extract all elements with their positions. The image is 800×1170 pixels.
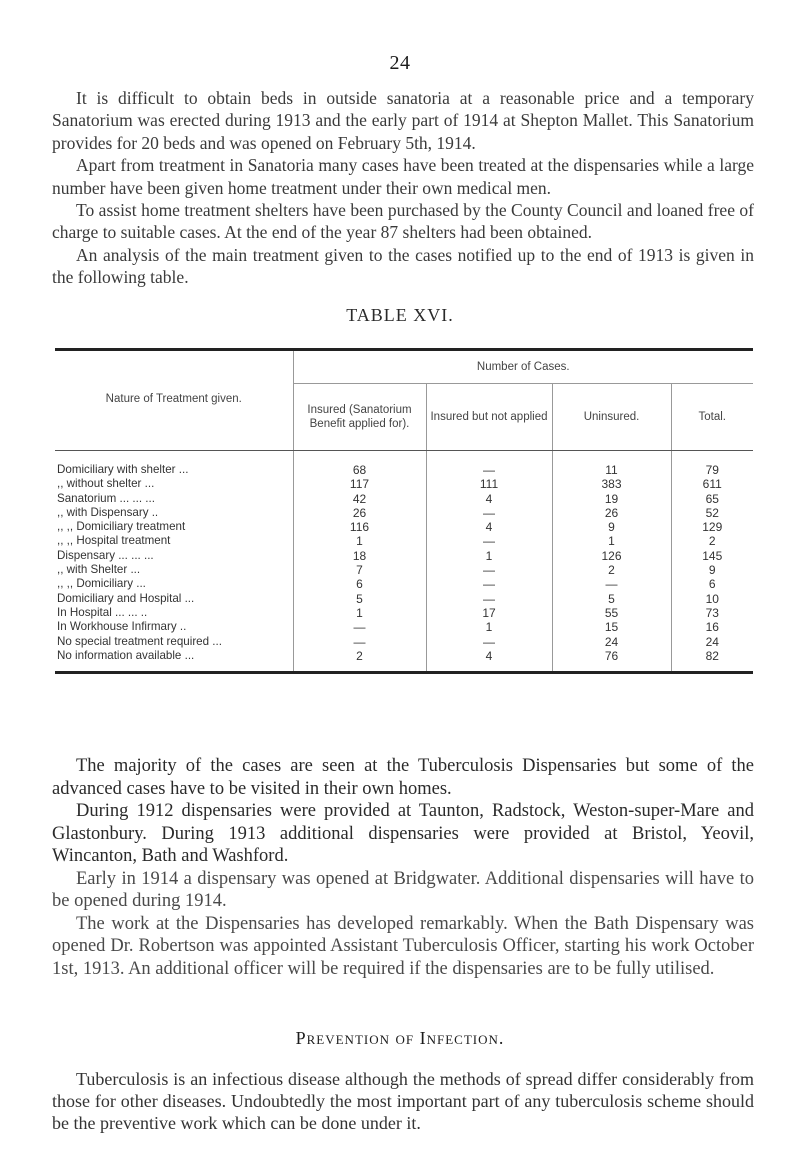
table-row (55, 577, 753, 591)
cell-insured-not-applied: — (426, 506, 552, 520)
cell-insured-not-applied: 1 (426, 620, 552, 634)
table-row (55, 592, 753, 606)
cell-total: 16 (705, 620, 719, 635)
intro-text (52, 87, 754, 289)
cell-total: 2 (708, 534, 716, 549)
cell-uninsured: 9 (552, 520, 671, 534)
cell-total: 145 (702, 548, 723, 563)
cell-uninsured: 5 (552, 592, 671, 606)
row-label: Sanatorium ... ... ... (55, 492, 293, 506)
row-label: Domiciliary and Hospital ... (55, 592, 293, 606)
cell-total: 611 (702, 477, 722, 492)
cell-insured-not-applied: — (426, 635, 552, 649)
cell-uninsured: — (552, 577, 671, 591)
cell-total: 6 (708, 577, 716, 592)
cell-uninsured: 76 (552, 649, 671, 671)
cell-insured-applied: 116 (293, 520, 426, 534)
column-header-uninsured: Uninsured. (552, 384, 671, 451)
table-row (55, 649, 753, 671)
table-row (55, 506, 753, 520)
table-row (55, 606, 753, 620)
cell-total: 52 (705, 505, 719, 520)
row-header: Nature of Treatment given. (55, 351, 293, 451)
cell-insured-applied: — (293, 635, 426, 649)
cell-total: 65 (705, 491, 719, 506)
row-label: ,, with Dispensary .. (55, 506, 293, 520)
cell-uninsured: 19 (552, 492, 671, 506)
table-row (55, 534, 753, 548)
table-row (55, 563, 753, 577)
column-header-total: Total. (671, 384, 753, 451)
body-paragraph: The majority of the cases are seen at the Tuberculosis Dispensaries but some of the advanced cases have to be visited in their own homes. (52, 756, 754, 799)
row-label: ,, ,, Domiciliary ... (55, 577, 293, 591)
intro-paragraph: To assist home treatment shelters have been purchased by the County Council and loaned free of charge to suitable cases. At the end of the year 87 shelters had been obtained. (52, 200, 754, 243)
cell-insured-not-applied: — (426, 451, 552, 478)
table-row (55, 549, 753, 563)
cell-insured-not-applied: 4 (426, 649, 552, 671)
group-header: Number of Cases. (293, 351, 753, 384)
cell-insured-not-applied: — (426, 563, 552, 577)
cell-uninsured: 15 (552, 620, 671, 634)
cell-uninsured: 2 (552, 563, 671, 577)
row-label: In Workhouse Infirmary .. (55, 620, 293, 634)
row-label: ,, with Shelter ... (55, 563, 293, 577)
cell-insured-not-applied: — (426, 534, 552, 548)
page-number: 24 (389, 52, 411, 74)
cell-insured-not-applied: 17 (426, 606, 552, 620)
column-header-insured-not-applied: Insured but not applied (426, 384, 552, 451)
column-header-insured-applied: Insured (Sanatorium Benefit applied for). (293, 384, 426, 451)
table-row (55, 492, 753, 506)
cell-insured-not-applied: 111 (426, 477, 552, 491)
table-row (55, 451, 753, 478)
row-label: ,, ,, Hospital treatment (55, 534, 293, 548)
cell-total: 24 (705, 634, 719, 649)
row-label: Domiciliary with shelter ... (55, 451, 293, 478)
cell-insured-not-applied: — (426, 577, 552, 591)
cell-uninsured: 26 (552, 506, 671, 520)
treatment-table (55, 348, 753, 674)
table-row (55, 477, 753, 491)
cell-insured-applied: — (293, 620, 426, 634)
cell-total: 79 (705, 463, 719, 477)
cell-insured-not-applied: — (426, 592, 552, 606)
table-row (55, 635, 753, 649)
cell-insured-applied: 1 (293, 534, 426, 548)
body-paragraph: During 1912 dispensaries were provided at Taunton, Radstock, Weston-super-Mare and Glastonbury. During 1913 additional dispensaries were provided at Bristol, Yeovil, Wincanton, Bath and Washford. (52, 801, 754, 866)
row-label: No special treatment required ... (55, 635, 293, 649)
body-paragraph: Early in 1914 a dispensary was opened at Bridgwater. Additional dispensaries will have to be opened during 1914. (52, 868, 754, 911)
row-label: Dispensary ... ... ... (55, 549, 293, 563)
cell-insured-applied: 1 (293, 606, 426, 620)
intro-paragraph: An analysis of the main treatment given to the cases notified up to the end of 1913 is given in the following table. (52, 244, 754, 288)
cell-insured-not-applied: 1 (426, 549, 552, 563)
cell-uninsured: 383 (552, 477, 671, 491)
cell-total: 129 (702, 520, 723, 535)
cell-uninsured: 126 (552, 549, 671, 563)
cell-total: 10 (705, 591, 719, 606)
cell-insured-applied: 26 (293, 506, 426, 520)
cell-insured-applied: 7 (293, 563, 426, 577)
cell-insured-applied: 68 (293, 451, 426, 478)
cell-insured-applied: 117 (293, 477, 426, 491)
cell-insured-applied: 5 (293, 592, 426, 606)
body-text (52, 755, 754, 980)
row-label: No information available ... (55, 649, 293, 671)
cell-uninsured: 24 (552, 635, 671, 649)
section-heading: Prevention of Infection. (295, 1028, 505, 1048)
cell-insured-applied: 18 (293, 549, 426, 563)
table-title: TABLE XVI. (346, 305, 454, 325)
intro-paragraph: It is difficult to obtain beds in outside sanatoria at a reasonable price and a temporary Sanatorium was erected during 1913 and the early part of 1914 at Shepton Mallet. This Sanatorium provides for 20 beds and was opened on February 5th, 1914. (52, 88, 754, 153)
cell-total: 73 (705, 605, 719, 620)
cell-insured-applied: 2 (293, 649, 426, 671)
cell-insured-applied: 6 (293, 577, 426, 591)
cell-uninsured: 11 (552, 451, 671, 478)
table-row (55, 520, 753, 534)
intro-paragraph: Apart from treatment in Sanatoria many cases have been treated at the dispensaries while a large number have been given home treatment under their own medical men. (52, 155, 754, 198)
cell-insured-not-applied: 4 (426, 492, 552, 506)
row-label: ,, ,, Domiciliary treatment (55, 520, 293, 534)
row-label: ,, without shelter ... (55, 477, 293, 491)
table-row (55, 620, 753, 634)
cell-uninsured: 55 (552, 606, 671, 620)
closing-paragraph: Tuberculosis is an infectious disease although the methods of spread differ considerably from those for other diseases. Undoubtedly the most important part of any tuberculosis scheme should be the preventive work which can be done under it. (52, 1069, 754, 1133)
cell-insured-not-applied: 4 (426, 520, 552, 534)
cell-uninsured: 1 (552, 534, 671, 548)
body-paragraph: The work at the Dispensaries has developed remarkably. When the Bath Dispensary was opened Dr. Robertson was appointed Assistant Tuberculosis Officer, starting his work October 1st, 1913. An additional officer will be required if the dispensaries are to be fully utilised. (52, 913, 754, 979)
row-label: In Hospital ... ... .. (55, 606, 293, 620)
cell-total: 9 (708, 563, 716, 578)
cell-total: 82 (705, 648, 719, 663)
cell-insured-applied: 42 (293, 492, 426, 506)
closing-text (52, 1068, 754, 1134)
